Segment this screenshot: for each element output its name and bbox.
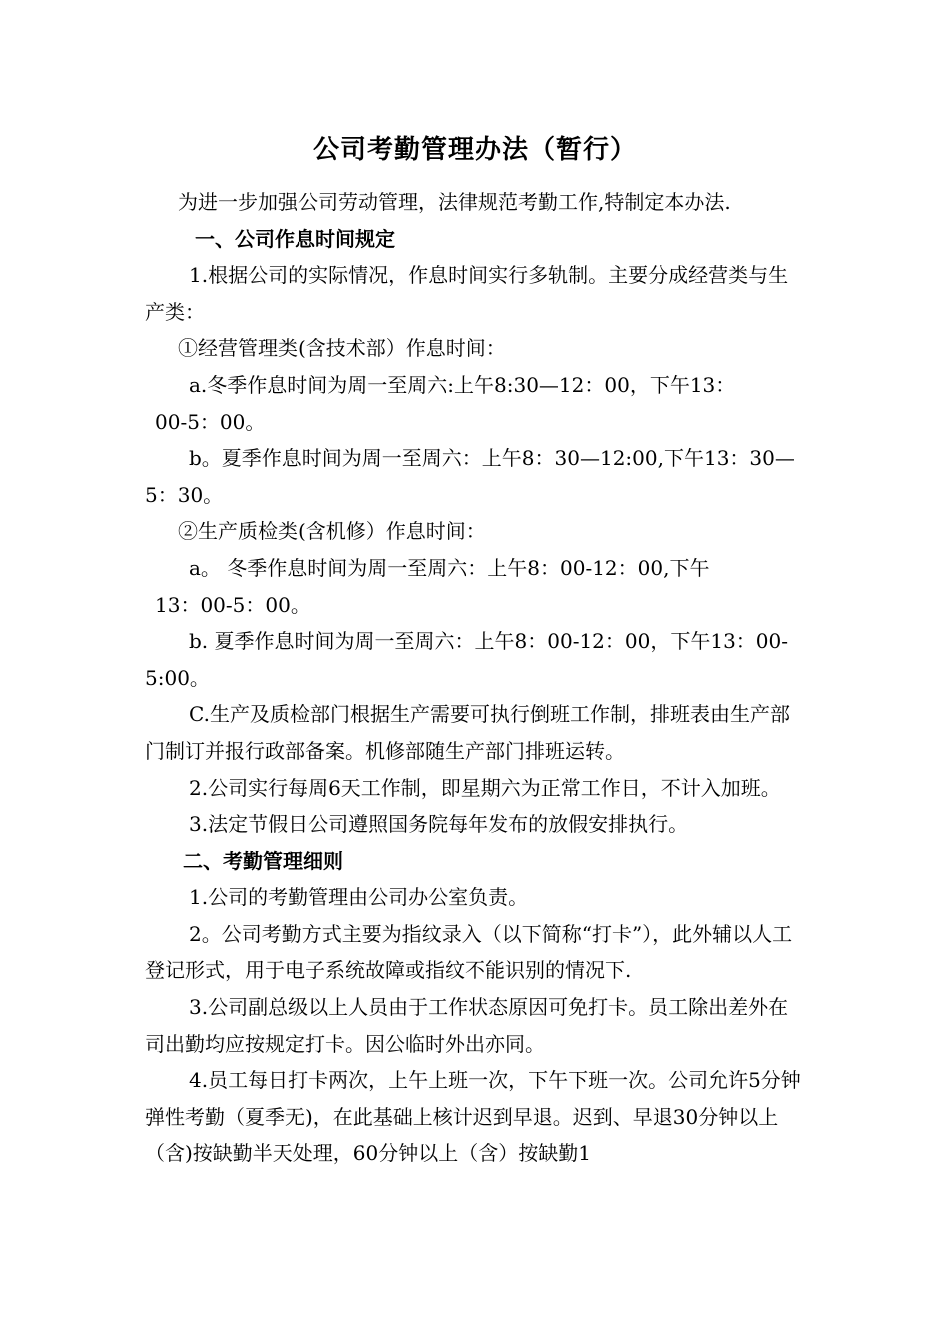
paragraph-holidays: 3.法定节假日公司遵照国务院每年发布的放假安排执行。 — [189, 812, 689, 837]
paragraph-multi-track: 1.根据公司的实际情况，作息时间实行多轨制。主要分成经营类与生产类： — [145, 263, 789, 324]
document-title: 公司考勤管理办法（暂行） — [312, 135, 637, 165]
paragraph-office-responsible: 1.公司的考勤管理由公司办公室负责。 — [189, 885, 529, 910]
paragraph-exemptions: 3.公司副总级以上人员由于工作状态原因可免打卡。员工除出差外在司出勤均应按规定打卡。因公临时外出亦同。 — [145, 995, 789, 1056]
subheading-production: ②生产质检类(含机修）作息时间： — [178, 519, 486, 544]
document-body — [145, 184, 807, 1172]
paragraph-management-winter-line1: a.冬季作息时间为周一至周六:上午8:30—12：00，下午13： — [189, 372, 736, 397]
paragraph-production-winter-line2: 13：00-5：00。 — [155, 592, 311, 617]
section-heading-work-hours: 一、公司作息时间规定 — [195, 226, 395, 251]
paragraph-management-summer: b。夏季作息时间为周一至周六：上午8：30—12:00,下午13：30—5：30。 — [145, 446, 795, 507]
subheading-management: ①经营管理类(含技术部）作息时间： — [178, 336, 506, 361]
paragraph-six-day-week: 2.公司实行每周6天工作制，即星期六为正常工作日，不计入加班。 — [189, 775, 781, 800]
paragraph-production-winter-line1: a。 冬季作息时间为周一至周六：上午8：00-12：00,下午 — [189, 555, 710, 580]
paragraph-production-summer: b. 夏季作息时间为周一至周六：上午8：00-12：00，下午13：00-5:00。 — [145, 629, 789, 690]
paragraph-fingerprint: 2。公司考勤方式主要为指纹录入（以下简称“打卡”），此外辅以人工登记形式，用于电子系统故障或指纹不能识别的情况下. — [145, 921, 793, 983]
paragraph-clock-in-twice: 4.员工每日打卡两次，上午上班一次，下午下班一次。公司允许5分钟弹性考勤（夏季无)，在此基础上核计迟到早退。迟到、早退30分钟以上（含)按缺勤半天处理，60分钟以上（含）按缺勤1 — [145, 1068, 801, 1166]
paragraph-management-winter-line2: 00-5：00。 — [155, 409, 266, 434]
paragraph-shift-work: C.生产及质检部门根据生产需要可执行倒班工作制，排班表由生产部门制订并报行政部备案。机修部随生产部门排班运转。 — [145, 702, 790, 763]
intro-paragraph: 为进一步加强公司劳动管理，法律规范考勤工作,特制定本办法. — [178, 190, 731, 214]
section-heading-attendance-rules: 二、考勤管理细则 — [183, 848, 343, 873]
